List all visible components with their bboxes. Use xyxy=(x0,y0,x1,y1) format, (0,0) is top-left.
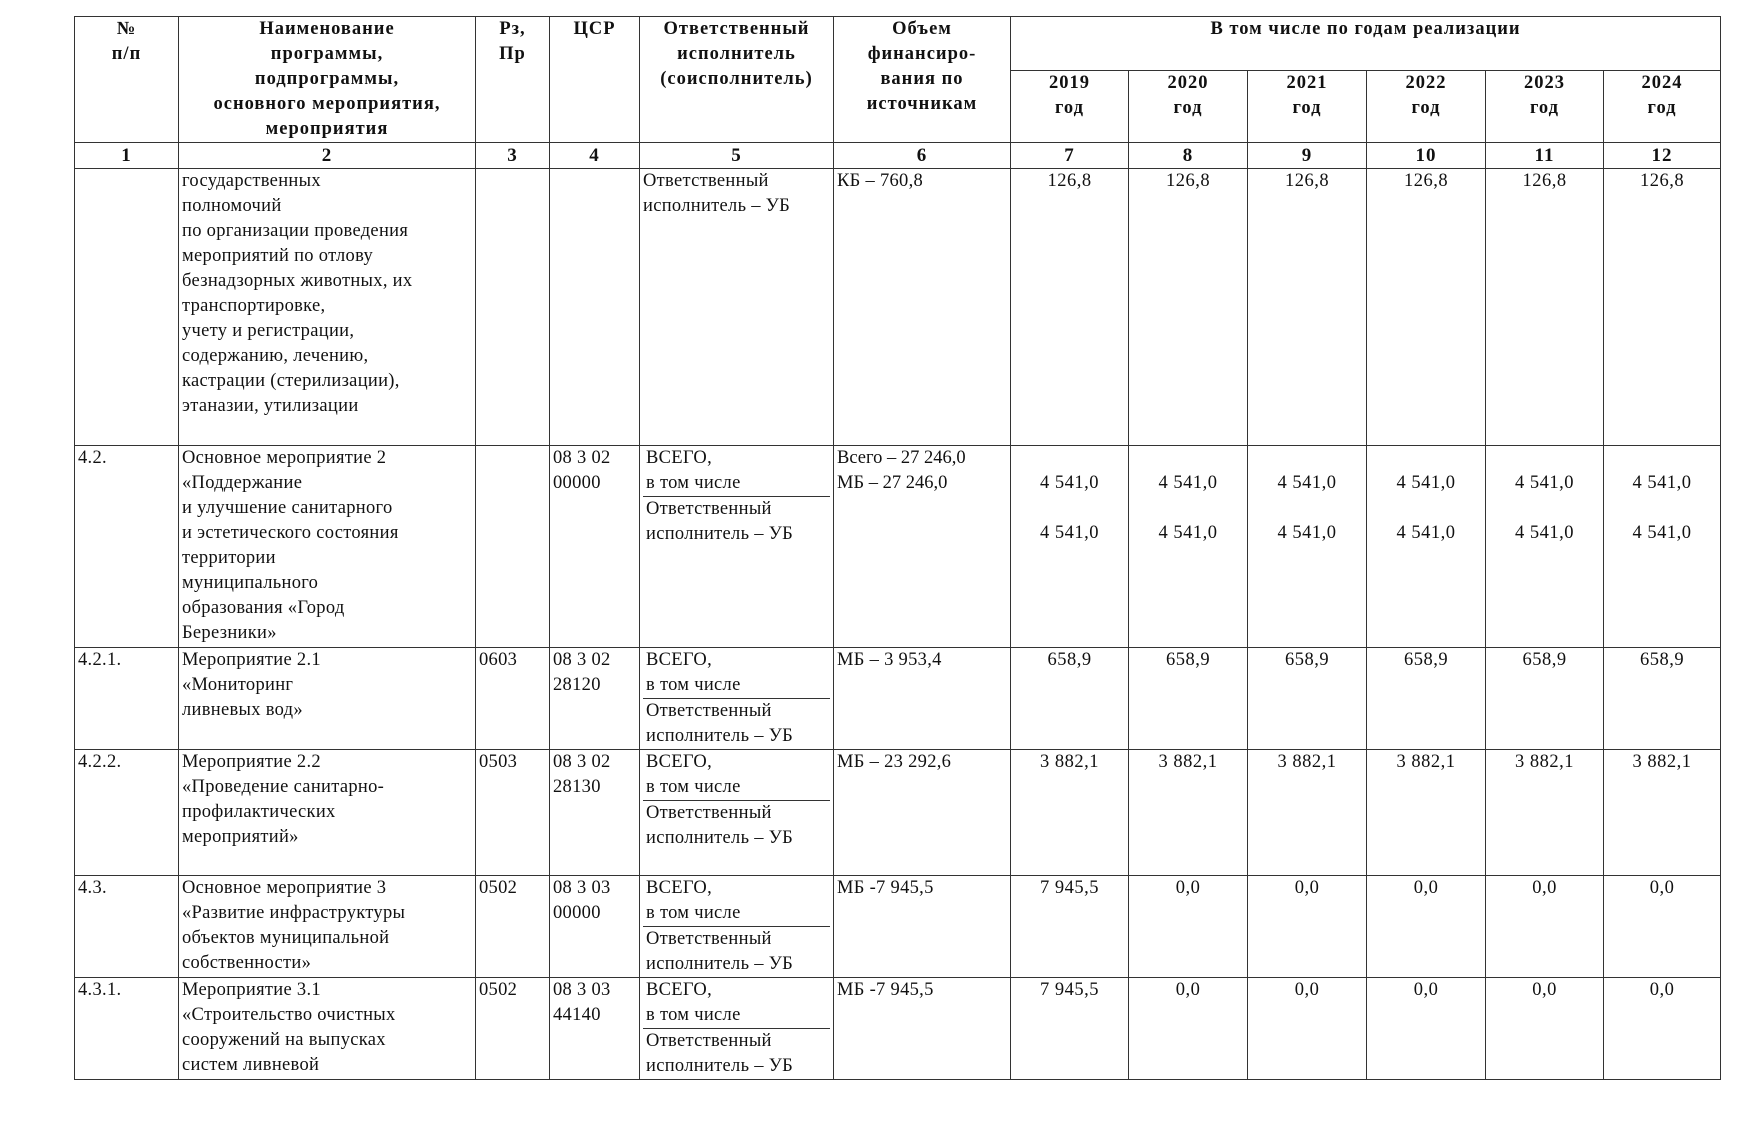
row-name: Мероприятие 2.1 «Мониторинг ливневых вод» xyxy=(179,648,476,750)
row-funding xyxy=(834,446,1011,648)
row-year-value: 658,9 xyxy=(1129,648,1248,750)
executor-total: ВСЕГО, в том числе xyxy=(643,978,830,1029)
col-number: 6 xyxy=(834,143,1011,169)
col-number: 5 xyxy=(640,143,834,169)
row-num: 4.2.2. xyxy=(75,750,179,876)
year-total-value: 4 541,0 xyxy=(1632,473,1692,493)
year-total-value: 4 541,0 xyxy=(1396,473,1456,493)
row-name: Мероприятие 3.1 «Строительство очистных сооружений на выпусках систем ливневой xyxy=(179,978,476,1080)
row-num: 4.3.1. xyxy=(75,978,179,1080)
col-number: 10 xyxy=(1367,143,1486,169)
year-mb-value: 4 541,0 xyxy=(1158,523,1218,543)
col-number: 8 xyxy=(1129,143,1248,169)
header-num: № п/п xyxy=(75,17,179,143)
row-year-value: 3 882,1 xyxy=(1011,750,1129,876)
executor-total: ВСЕГО, в том числе xyxy=(643,876,830,927)
row-funding: МБ – 3 953,4 xyxy=(834,648,1011,750)
row-year-value xyxy=(1129,446,1248,648)
executor-responsible: Ответственный исполнитель – УБ xyxy=(646,1031,794,1076)
header-year-2022: 2022 год xyxy=(1367,71,1486,143)
row-year-value: 3 882,1 xyxy=(1486,750,1604,876)
col-number: 12 xyxy=(1604,143,1721,169)
table-row xyxy=(75,648,1721,750)
row-year-value: 3 882,1 xyxy=(1604,750,1721,876)
row-year-value: 658,9 xyxy=(1604,648,1721,750)
col-number: 1 xyxy=(75,143,179,169)
row-year-value: 658,9 xyxy=(1486,648,1604,750)
row-csr: 08 3 02 00000 xyxy=(550,446,640,648)
row-rz: 0502 xyxy=(476,876,550,978)
table-row xyxy=(75,169,1721,446)
row-funding: КБ – 760,8 xyxy=(834,169,1011,446)
row-year-value: 126,8 xyxy=(1604,169,1721,446)
row-year-value: 0,0 xyxy=(1486,978,1604,1080)
row-executor xyxy=(640,978,834,1080)
row-year-value: 3 882,1 xyxy=(1248,750,1367,876)
table-row xyxy=(75,750,1721,876)
row-csr xyxy=(550,169,640,446)
col-number: 3 xyxy=(476,143,550,169)
table-row xyxy=(75,978,1721,1080)
executor-total: ВСЕГО, в том числе xyxy=(643,648,830,699)
row-num: 4.2.1. xyxy=(75,648,179,750)
header-rz: Рз, Пр xyxy=(476,17,550,143)
row-year-value: 658,9 xyxy=(1248,648,1367,750)
row-num xyxy=(75,169,179,446)
year-mb-value: 4 541,0 xyxy=(1040,523,1099,543)
row-num: 4.2. xyxy=(75,446,179,648)
row-year-value xyxy=(1604,446,1721,648)
row-year-value: 658,9 xyxy=(1367,648,1486,750)
row-csr: 08 3 03 44140 xyxy=(550,978,640,1080)
executor-responsible: Ответственный исполнитель – УБ xyxy=(646,701,794,746)
year-total-value: 4 541,0 xyxy=(1277,473,1337,493)
year-total-value: 4 541,0 xyxy=(1515,473,1574,493)
row-executor: Ответственный исполнитель – УБ xyxy=(640,169,834,446)
row-year-value: 126,8 xyxy=(1129,169,1248,446)
row-rz: 0502 xyxy=(476,978,550,1080)
row-year-value: 7 945,5 xyxy=(1011,876,1129,978)
row-funding: МБ – 23 292,6 xyxy=(834,750,1011,876)
row-rz: 0503 xyxy=(476,750,550,876)
row-rz xyxy=(476,169,550,446)
row-funding: МБ -7 945,5 xyxy=(834,876,1011,978)
row-name: государственных полномочий по организации проведения мероприятий по отлову безнадзорных животных, их транспортировке, учету и регистрации, содержанию, лечению, кастрации (стерилизации), этаназии, утилизации xyxy=(179,169,476,446)
row-csr: 08 3 02 28120 xyxy=(550,648,640,750)
executor-responsible: Ответственный исполнитель – УБ xyxy=(646,803,794,848)
row-csr: 08 3 03 00000 xyxy=(550,876,640,978)
row-executor xyxy=(640,876,834,978)
year-mb-value: 4 541,0 xyxy=(1396,523,1456,543)
header-year-2020: 2020 год xyxy=(1129,71,1248,143)
row-executor xyxy=(640,750,834,876)
header-funding: Объем финансиро- вания по источникам xyxy=(834,17,1011,143)
row-year-value: 3 882,1 xyxy=(1367,750,1486,876)
col-number: 7 xyxy=(1011,143,1129,169)
header-year-2023: 2023 год xyxy=(1486,71,1604,143)
col-number: 4 xyxy=(550,143,640,169)
row-year-value: 0,0 xyxy=(1486,876,1604,978)
row-year-value: 0,0 xyxy=(1367,876,1486,978)
header-year-2019: 2019 год xyxy=(1011,71,1129,143)
financing-table xyxy=(74,16,1721,1080)
year-mb-value: 4 541,0 xyxy=(1515,523,1574,543)
row-year-value: 0,0 xyxy=(1248,876,1367,978)
executor-total: ВСЕГО, в том числе xyxy=(643,750,830,801)
header-years-group: В том числе по годам реализации xyxy=(1011,17,1721,71)
executor-total: ВСЕГО, в том числе xyxy=(643,446,830,497)
header-name: Наименование программы, подпрограммы, основного мероприятия, мероприятия xyxy=(179,17,476,143)
row-year-value: 126,8 xyxy=(1367,169,1486,446)
row-year-value: 126,8 xyxy=(1486,169,1604,446)
row-year-value: 126,8 xyxy=(1011,169,1129,446)
row-year-value: 0,0 xyxy=(1367,978,1486,1080)
row-year-value xyxy=(1367,446,1486,648)
row-year-value xyxy=(1011,446,1129,648)
header-year-2021: 2021 год xyxy=(1248,71,1367,143)
row-year-value: 3 882,1 xyxy=(1129,750,1248,876)
row-executor xyxy=(640,446,834,648)
header-year-2024: 2024 год xyxy=(1604,71,1721,143)
row-name: Основное мероприятие 3 «Развитие инфраструктуры объектов муниципальной собственности» xyxy=(179,876,476,978)
col-number: 11 xyxy=(1486,143,1604,169)
row-year-value: 126,8 xyxy=(1248,169,1367,446)
year-total-value: 4 541,0 xyxy=(1158,473,1218,493)
header-executor: Ответственный исполнитель (соисполнитель) xyxy=(640,17,834,143)
year-total-value: 4 541,0 xyxy=(1040,473,1099,493)
row-name: Мероприятие 2.2 «Проведение санитарно- профилактических мероприятий» xyxy=(179,750,476,876)
column-numbers-row xyxy=(75,143,1721,169)
year-mb-value: 4 541,0 xyxy=(1632,523,1692,543)
row-year-value: 0,0 xyxy=(1248,978,1367,1080)
row-name: Основное мероприятие 2 «Поддержание и улучшение санитарного и эстетического состояния территории муниципального образования «Город Березники» xyxy=(179,446,476,648)
row-year-value: 0,0 xyxy=(1604,876,1721,978)
funding-total: Всего – 27 246,0 xyxy=(837,448,966,468)
executor-responsible: Ответственный исполнитель – УБ xyxy=(646,929,794,974)
row-year-value: 0,0 xyxy=(1129,978,1248,1080)
header-csr: ЦСР xyxy=(550,17,640,143)
row-rz xyxy=(476,446,550,648)
row-funding: МБ -7 945,5 xyxy=(834,978,1011,1080)
executor-responsible: Ответственный исполнитель – УБ xyxy=(646,499,794,544)
row-year-value: 0,0 xyxy=(1129,876,1248,978)
table-row xyxy=(75,876,1721,978)
row-year-value xyxy=(1248,446,1367,648)
row-year-value: 658,9 xyxy=(1011,648,1129,750)
col-number: 9 xyxy=(1248,143,1367,169)
row-rz: 0603 xyxy=(476,648,550,750)
row-year-value xyxy=(1486,446,1604,648)
row-num: 4.3. xyxy=(75,876,179,978)
row-year-value: 0,0 xyxy=(1604,978,1721,1080)
col-number: 2 xyxy=(179,143,476,169)
table-row xyxy=(75,446,1721,648)
row-csr: 08 3 02 28130 xyxy=(550,750,640,876)
year-mb-value: 4 541,0 xyxy=(1277,523,1337,543)
funding-mb: МБ – 27 246,0 xyxy=(837,473,948,493)
row-year-value: 7 945,5 xyxy=(1011,978,1129,1080)
header-row xyxy=(75,17,1721,71)
row-executor xyxy=(640,648,834,750)
